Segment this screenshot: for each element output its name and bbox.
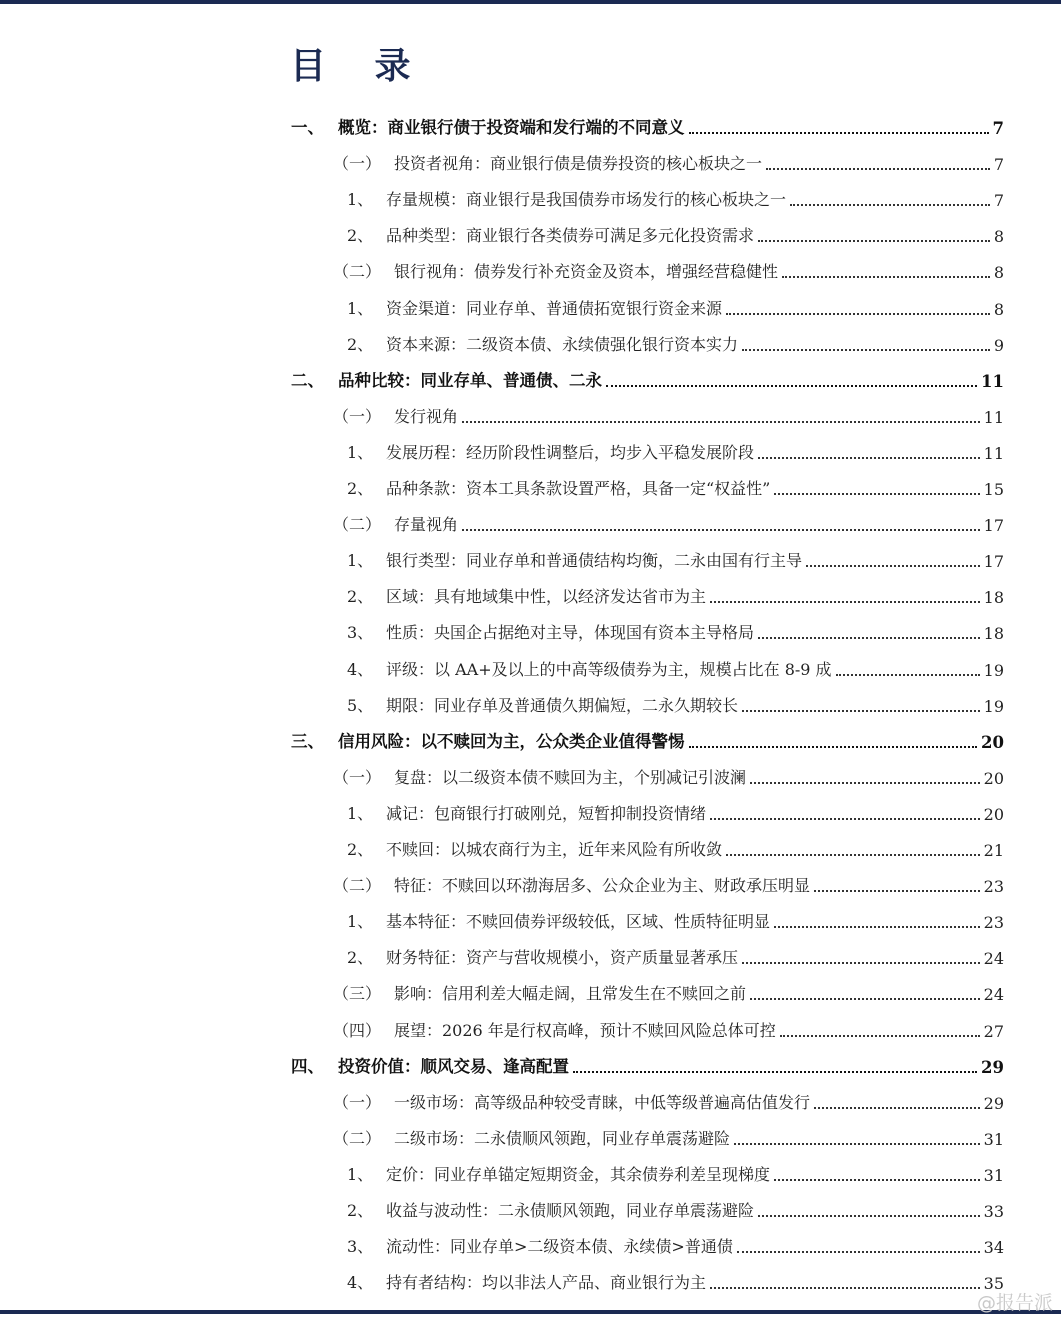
toc-dot-leader	[689, 746, 977, 748]
toc-entry[interactable]	[0, 834, 1061, 864]
toc-entry-page: 19	[983, 696, 1004, 716]
toc-dot-leader	[726, 854, 980, 856]
toc-entry-number: 1、	[347, 1164, 374, 1184]
toc-entry-title: 银行类型：同业存单和普通债结构均衡，二永由国有行主导	[386, 548, 804, 571]
toc-dot-leader	[689, 132, 989, 134]
toc-entry[interactable]	[0, 256, 1061, 286]
toc-dot-leader	[750, 782, 980, 784]
toc-entry[interactable]	[0, 870, 1061, 900]
toc-entry-title: 品种类型：商业银行各类债券可满足多元化投资需求	[386, 223, 756, 246]
toc-entry[interactable]	[0, 1159, 1061, 1189]
toc-dot-leader	[758, 637, 980, 639]
toc-entry-title: 一级市场：高等级品种较受青睐，中低等级普遍高估值发行	[394, 1090, 812, 1113]
toc-entry-title: 发展历程：经历阶段性调整后，均步入平稳发展阶段	[386, 440, 756, 463]
toc-entry-number: 1、	[347, 551, 374, 571]
toc-dot-leader	[710, 818, 980, 820]
toc-entry-title: 投资价值：顺风交易、逢高配置	[338, 1053, 571, 1077]
toc-entry[interactable]	[0, 581, 1061, 611]
toc-entry-title: 银行视角：债券发行补充资金及资本，增强经营稳健性	[394, 259, 780, 282]
watermark: @报告派	[976, 1292, 1053, 1314]
toc-entry-page: 11	[983, 443, 1004, 463]
toc-entry-title: 发行视角	[394, 404, 460, 427]
toc-entry-number: 2、	[347, 226, 374, 246]
toc-entry-title: 复盘：以二级资本债不赎回为主，个别减记引波澜	[394, 765, 748, 788]
toc-entry-number: （一）	[333, 406, 382, 426]
toc-entry[interactable]	[0, 329, 1061, 359]
toc-entry-title: 概览：商业银行债于投资端和发行端的不同意义	[338, 114, 687, 138]
toc-entry-page: 8	[993, 263, 1004, 283]
toc-entry-number: 2、	[347, 1201, 374, 1220]
toc-entry-page: 15	[983, 480, 1004, 499]
toc-entry-number: （二）	[333, 262, 382, 282]
toc-dot-leader	[726, 313, 990, 315]
toc-entry[interactable]	[0, 509, 1061, 539]
toc-entry-page: 11	[981, 371, 1004, 391]
toc-entry[interactable]	[0, 1087, 1061, 1117]
toc-entry-number: 1、	[347, 803, 374, 823]
toc-entry-page: 7	[993, 155, 1004, 175]
toc-dot-leader	[750, 998, 980, 1000]
toc-entry-page: 29	[983, 1093, 1004, 1113]
toc-entry[interactable]	[0, 1231, 1061, 1261]
toc-entry[interactable]	[0, 473, 1061, 503]
toc-entry-number: （二）	[333, 876, 382, 896]
toc-entry-number: 2、	[347, 334, 374, 354]
toc-dot-leader	[573, 1071, 977, 1073]
toc-entry-number: 三、	[291, 731, 324, 751]
toc-entry-number: 1、	[347, 912, 374, 932]
toc-dot-leader	[742, 710, 980, 712]
toc-entry-page: 24	[983, 949, 1004, 969]
toc-entry[interactable]	[0, 184, 1061, 214]
toc-dot-leader	[814, 1107, 980, 1109]
toc-entry-page: 20	[983, 804, 1004, 824]
toc-entry-number: 2、	[347, 840, 374, 859]
toc-entry-page: 33	[983, 1202, 1004, 1221]
toc-entry[interactable]	[0, 1015, 1061, 1045]
toc-entry-number: 二、	[291, 370, 324, 390]
toc-entry[interactable]	[0, 148, 1061, 178]
toc-entry[interactable]	[0, 365, 1061, 395]
toc-dot-leader	[790, 204, 990, 206]
toc-entry-number: 1、	[347, 442, 374, 462]
toc-entry[interactable]	[0, 798, 1061, 828]
toc-dot-leader	[710, 1287, 980, 1289]
toc-entry-title: 期限：同业存单及普通债久期偏短，二永久期较长	[386, 693, 740, 716]
toc-entry-title: 影响：信用利差大幅走阔，且常发生在不赎回之前	[394, 981, 748, 1004]
toc-entry-number: （二）	[333, 515, 382, 535]
toc-entry-title: 二级市场：二永债顺风领跑，同业存单震荡避险	[394, 1126, 732, 1149]
toc-dot-leader	[742, 349, 990, 351]
toc-entry-title: 流动性：同业存单>二级资本债、永续债>普通债	[386, 1234, 735, 1257]
toc-entry-title: 品种条款：资本工具条款设置严格，具备一定“权益性”	[386, 476, 772, 499]
toc-entry-number: （一）	[333, 767, 382, 787]
toc-entry-title: 资本来源：二级资本债、永续债强化银行资本实力	[386, 332, 740, 355]
toc-entry[interactable]	[0, 1195, 1061, 1225]
toc-entry-page: 8	[993, 299, 1004, 319]
toc-entry-number: 1、	[347, 190, 374, 210]
toc-entry-page: 9	[993, 335, 1004, 355]
toc-entry-title: 财务特征：资产与营收规模小，资产质量显著承压	[386, 945, 740, 968]
toc-entry-number: 3、	[347, 1237, 374, 1257]
toc-entry-page: 20	[983, 768, 1004, 788]
toc-entry-page: 18	[983, 624, 1004, 644]
toc-entry-page: 17	[983, 552, 1004, 572]
toc-entry[interactable]	[0, 617, 1061, 647]
toc-dot-leader	[806, 565, 980, 567]
toc-entry[interactable]	[0, 545, 1061, 575]
toc-entry-number: 5、	[347, 695, 374, 715]
toc-entry-page: 7	[993, 191, 1004, 211]
toc-dot-leader	[758, 457, 980, 459]
top-rule	[0, 0, 1061, 4]
toc-entry[interactable]	[0, 690, 1061, 720]
toc-entry-title: 不赎回：以城农商行为主，近年来风险有所收敛	[386, 837, 724, 860]
toc-entry[interactable]	[0, 942, 1061, 972]
toc-entry[interactable]	[0, 437, 1061, 467]
toc-entry-number: 四、	[291, 1056, 324, 1076]
toc-entry[interactable]	[0, 220, 1061, 250]
toc-entry-page: 31	[983, 1129, 1004, 1149]
toc-entry-number: （一）	[333, 154, 382, 174]
toc-dot-leader	[758, 240, 990, 242]
toc-entry[interactable]	[0, 401, 1061, 431]
toc-entry-number: （一）	[333, 1092, 382, 1112]
toc-entry-title: 信用风险：以不赎回为主，公众类企业值得警惕	[338, 728, 687, 752]
toc-entry[interactable]	[0, 654, 1061, 684]
toc-dot-leader	[782, 276, 990, 278]
toc-entry-title: 性质：央国企占据绝对主导，体现国有资本主导格局	[386, 620, 756, 643]
page-title: 目 录	[290, 46, 429, 87]
toc-entry-title: 定价：同业存单锚定短期资金，其余债券利差呈现梯度	[386, 1162, 772, 1185]
toc-entry-title: 品种比较：同业存单、普通债、二永	[338, 367, 604, 391]
toc-entry-number: 一、	[291, 118, 324, 137]
toc-entry-page: 19	[983, 660, 1004, 680]
bottom-rule	[0, 1310, 1061, 1314]
toc-entry-number: 3、	[347, 623, 374, 643]
toc-entry-page: 18	[983, 588, 1004, 608]
toc-entry-title: 评级：以 AA+及以上的中高等级债券为主，规模占比在 8-9 成	[386, 657, 834, 680]
toc-entry[interactable]	[0, 112, 1061, 142]
toc-dot-leader	[766, 168, 990, 170]
toc-entry-page: 7	[992, 119, 1004, 138]
toc-entry-page: 11	[983, 407, 1004, 427]
toc-entry-page: 34	[983, 1238, 1004, 1258]
toc-entry[interactable]	[0, 1051, 1061, 1081]
toc-entry-page: 23	[983, 877, 1004, 897]
toc-dot-leader	[742, 962, 980, 964]
toc-dot-leader	[737, 1251, 980, 1253]
toc-entry-page: 21	[983, 841, 1004, 860]
toc-entry-number: 2、	[347, 479, 374, 498]
toc-entry-title: 收益与波动性：二永债顺风领跑，同业存单震荡避险	[386, 1198, 756, 1221]
toc-entry-title: 资金渠道：同业存单、普通债拓宽银行资金来源	[386, 296, 724, 319]
toc-entry-page: 35	[983, 1274, 1004, 1294]
toc-dot-leader	[814, 890, 980, 892]
toc-dot-leader	[462, 421, 980, 423]
toc-entry[interactable]	[0, 906, 1061, 936]
toc-entry[interactable]	[0, 726, 1061, 756]
toc-entry-title: 存量规模：商业银行是我国债券市场发行的核心板块之一	[386, 187, 788, 210]
toc-entry-title: 展望：2026 年是行权高峰，预计不赎回风险总体可控	[394, 1018, 778, 1041]
toc-entry-page: 27	[983, 1021, 1004, 1041]
toc-entry-title: 持有者结构：均以非法人产品、商业银行为主	[386, 1270, 708, 1293]
toc-entry[interactable]	[0, 978, 1061, 1008]
toc-entry-number: 1、	[347, 298, 374, 318]
toc-entry-title: 基本特征：不赎回债券评级较低，区域、性质特征明显	[386, 909, 772, 932]
toc-dot-leader	[780, 1035, 980, 1037]
toc-entry-page: 24	[983, 985, 1004, 1005]
toc-entry-page: 31	[983, 1165, 1004, 1185]
toc-entry-number: （四）	[333, 1020, 382, 1040]
toc-entry[interactable]	[0, 762, 1061, 792]
toc-entry[interactable]	[0, 1267, 1061, 1297]
toc-entry-page: 23	[983, 913, 1004, 933]
toc-dot-leader	[774, 926, 980, 928]
toc-dot-leader	[462, 529, 980, 531]
toc-dot-leader	[734, 1143, 980, 1145]
toc-entry-number: 2、	[347, 587, 374, 607]
toc-entry-page: 20	[981, 732, 1004, 752]
toc-entry-title: 减记：包商银行打破刚兑，短暂抑制投资情绪	[386, 801, 708, 824]
toc-entry-title: 存量视角	[394, 512, 460, 535]
toc-dot-leader	[758, 1215, 980, 1217]
toc-entry-page: 29	[981, 1057, 1004, 1077]
toc-entry-number: 2、	[347, 948, 374, 968]
toc-entry-number: 4、	[347, 1273, 374, 1293]
toc-dot-leader	[774, 1179, 980, 1181]
toc-entry-title: 特征：不赎回以环渤海居多、公众企业为主、财政承压明显	[394, 873, 812, 896]
toc-entry[interactable]	[0, 1123, 1061, 1153]
toc-entry-number: 4、	[347, 659, 374, 679]
toc-entry-title: 区域：具有地域集中性，以经济发达省市为主	[386, 584, 708, 607]
toc-entry-title: 投资者视角：商业银行债是债券投资的核心板块之一	[394, 151, 764, 174]
toc-dot-leader	[606, 385, 977, 387]
toc-dot-leader	[774, 493, 980, 495]
toc-entry-page: 8	[993, 227, 1004, 247]
toc-entry[interactable]	[0, 293, 1061, 323]
toc-entry-number: （二）	[333, 1128, 382, 1148]
toc-dot-leader	[710, 601, 980, 603]
toc-dot-leader	[836, 674, 980, 676]
toc-entry-number: （三）	[333, 984, 382, 1004]
toc-entry-page: 17	[983, 516, 1004, 536]
